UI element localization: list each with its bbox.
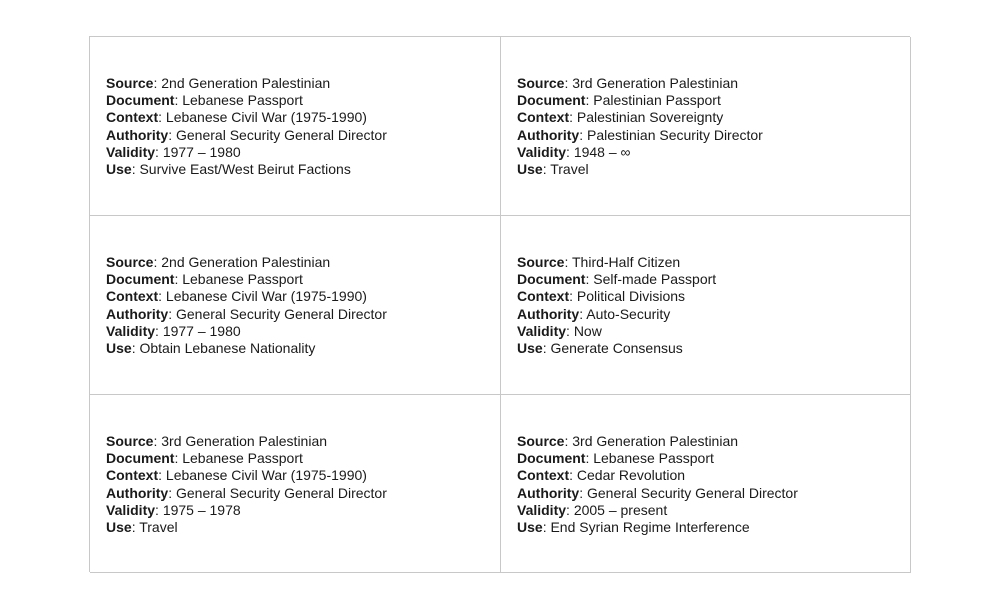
source-label: Source <box>106 254 154 270</box>
validity-value: Now <box>573 322 602 339</box>
use-value: Travel <box>139 519 178 536</box>
context-label: Context <box>106 109 159 126</box>
validity-label: Validity <box>517 143 567 160</box>
card-entry <box>517 254 716 357</box>
source-label: Source <box>517 75 565 91</box>
card-6 <box>501 395 911 573</box>
card-1 <box>90 37 501 216</box>
document-value: Lebanese Passport <box>593 450 714 467</box>
use-line: Use: Travel <box>106 519 178 536</box>
document-value: Lebanese Passport <box>182 450 303 467</box>
document-value: Lebanese Passport <box>182 92 303 109</box>
validity-label: Validity <box>106 322 156 339</box>
authority-line: Authority: General Security General Director <box>106 126 387 143</box>
authority-value: General Security General Director <box>176 126 387 143</box>
use-value: Survive East/West Beirut Factions <box>139 161 351 178</box>
authority-line: Authority: General Security General Director <box>106 484 387 501</box>
validity-label: Validity <box>517 501 567 518</box>
document-label: Document <box>106 271 175 288</box>
use-label: Use <box>517 161 543 178</box>
document-label: Document <box>106 450 175 467</box>
authority-label: Authority <box>106 305 169 322</box>
source-value: Third-Half Citizen <box>572 254 681 270</box>
source-line: Source: 3rd Generation Palestinian <box>517 433 739 449</box>
use-value: End Syrian Regime Interference <box>550 519 750 536</box>
source-line: Source: 3rd Generation Palestinian <box>517 75 739 91</box>
validity-value: 1975 – 1978 <box>162 501 241 518</box>
context-value: Cedar Revolution <box>576 467 686 484</box>
validity-label: Validity <box>517 322 567 339</box>
context-value: Palestinian Sovereignty <box>576 109 724 126</box>
source-label: Source <box>517 254 565 270</box>
card-2 <box>501 37 911 216</box>
use-label: Use <box>517 519 543 536</box>
authority-value: Auto-Security <box>586 305 671 322</box>
use-label: Use <box>106 161 132 178</box>
source-value: 3rd Generation Palestinian <box>572 433 739 449</box>
source-value: 3rd Generation Palestinian <box>161 433 328 449</box>
context-value: Lebanese Civil War (1975-1990) <box>165 109 367 126</box>
authority-label: Authority <box>517 484 580 501</box>
authority-line: Authority: General Security General Director <box>106 305 387 322</box>
source-value: 3rd Generation Palestinian <box>572 75 739 91</box>
source-line: Source: 2nd Generation Palestinian <box>106 75 331 91</box>
validity-line: Validity: 1977 – 1980 <box>106 322 241 339</box>
card-5 <box>90 395 501 573</box>
source-label: Source <box>517 433 565 449</box>
authority-label: Authority <box>517 305 580 322</box>
authority-value: General Security General Director <box>587 484 798 501</box>
source-label: Source <box>106 433 154 449</box>
card-4 <box>501 216 911 395</box>
validity-label: Validity <box>106 143 156 160</box>
use-line: Use: End Syrian Regime Interference <box>517 519 750 536</box>
card-entry <box>517 433 798 536</box>
context-line: Context: Lebanese Civil War (1975-1990) <box>106 467 367 484</box>
document-line: Document: Lebanese Passport <box>106 92 303 109</box>
authority-value: General Security General Director <box>176 484 387 501</box>
validity-line: Validity: 2005 – present <box>517 501 668 518</box>
use-label: Use <box>106 519 132 536</box>
validity-value: 1977 – 1980 <box>162 322 241 339</box>
use-line: Use: Generate Consensus <box>517 340 683 357</box>
card-3 <box>90 216 501 395</box>
validity-label: Validity <box>106 501 156 518</box>
source-value: 2nd Generation Palestinian <box>161 75 331 91</box>
source-value: 2nd Generation Palestinian <box>161 254 331 270</box>
validity-line: Validity: Now <box>517 322 602 339</box>
authority-line: Authority: General Security General Director <box>517 484 798 501</box>
document-line: Document: Palestinian Passport <box>517 92 721 109</box>
use-line: Use: Obtain Lebanese Nationality <box>106 340 316 357</box>
source-line: Source: 3rd Generation Palestinian <box>106 433 328 449</box>
authority-value: Palestinian Security Director <box>587 126 763 143</box>
card-entry <box>517 75 763 178</box>
context-label: Context <box>517 467 570 484</box>
card-entry <box>106 254 387 357</box>
authority-line: Authority: Palestinian Security Director <box>517 126 763 143</box>
use-value: Obtain Lebanese Nationality <box>139 340 316 357</box>
context-label: Context <box>106 467 159 484</box>
authority-value: General Security General Director <box>176 305 387 322</box>
document-value: Self-made Passport <box>593 271 717 288</box>
document-line: Document: Lebanese Passport <box>106 450 303 467</box>
context-line: Context: Lebanese Civil War (1975-1990) <box>106 109 367 126</box>
card-entry <box>106 75 387 178</box>
document-label: Document <box>517 271 586 288</box>
context-value: Lebanese Civil War (1975-1990) <box>165 467 367 484</box>
document-label: Document <box>106 92 175 109</box>
validity-line: Validity: 1975 – 1978 <box>106 501 241 518</box>
validity-value: 1948 – ∞ <box>573 143 631 160</box>
context-line: Context: Cedar Revolution <box>517 467 686 484</box>
validity-line: Validity: 1948 – ∞ <box>517 143 631 160</box>
document-line: Document: Lebanese Passport <box>106 271 303 288</box>
card-entry <box>106 433 387 536</box>
authority-label: Authority <box>106 126 169 143</box>
document-line: Document: Self-made Passport <box>517 271 717 288</box>
document-label: Document <box>517 450 586 467</box>
source-line: Source: Third-Half Citizen <box>517 254 681 270</box>
source-label: Source <box>106 75 154 91</box>
authority-line: Authority: Auto-Security <box>517 305 671 322</box>
use-label: Use <box>106 340 132 357</box>
validity-value: 2005 – present <box>573 501 668 518</box>
document-grid <box>89 36 910 572</box>
use-label: Use <box>517 340 543 357</box>
document-value: Lebanese Passport <box>182 271 303 288</box>
context-label: Context <box>517 109 570 126</box>
validity-value: 1977 – 1980 <box>162 143 241 160</box>
use-value: Travel <box>550 161 589 178</box>
context-line: Context: Lebanese Civil War (1975-1990) <box>106 288 367 305</box>
document-value: Palestinian Passport <box>593 92 721 109</box>
context-value: Political Divisions <box>576 288 686 305</box>
validity-line: Validity: 1977 – 1980 <box>106 143 241 160</box>
context-label: Context <box>106 288 159 305</box>
document-line: Document: Lebanese Passport <box>517 450 714 467</box>
authority-label: Authority <box>517 126 580 143</box>
use-line: Use: Travel <box>517 161 589 178</box>
context-line: Context: Palestinian Sovereignty <box>517 109 724 126</box>
document-label: Document <box>517 92 586 109</box>
context-line: Context: Political Divisions <box>517 288 686 305</box>
source-line: Source: 2nd Generation Palestinian <box>106 254 331 270</box>
authority-label: Authority <box>106 484 169 501</box>
context-label: Context <box>517 288 570 305</box>
use-line: Use: Survive East/West Beirut Factions <box>106 161 351 178</box>
context-value: Lebanese Civil War (1975-1990) <box>165 288 367 305</box>
use-value: Generate Consensus <box>550 340 683 357</box>
